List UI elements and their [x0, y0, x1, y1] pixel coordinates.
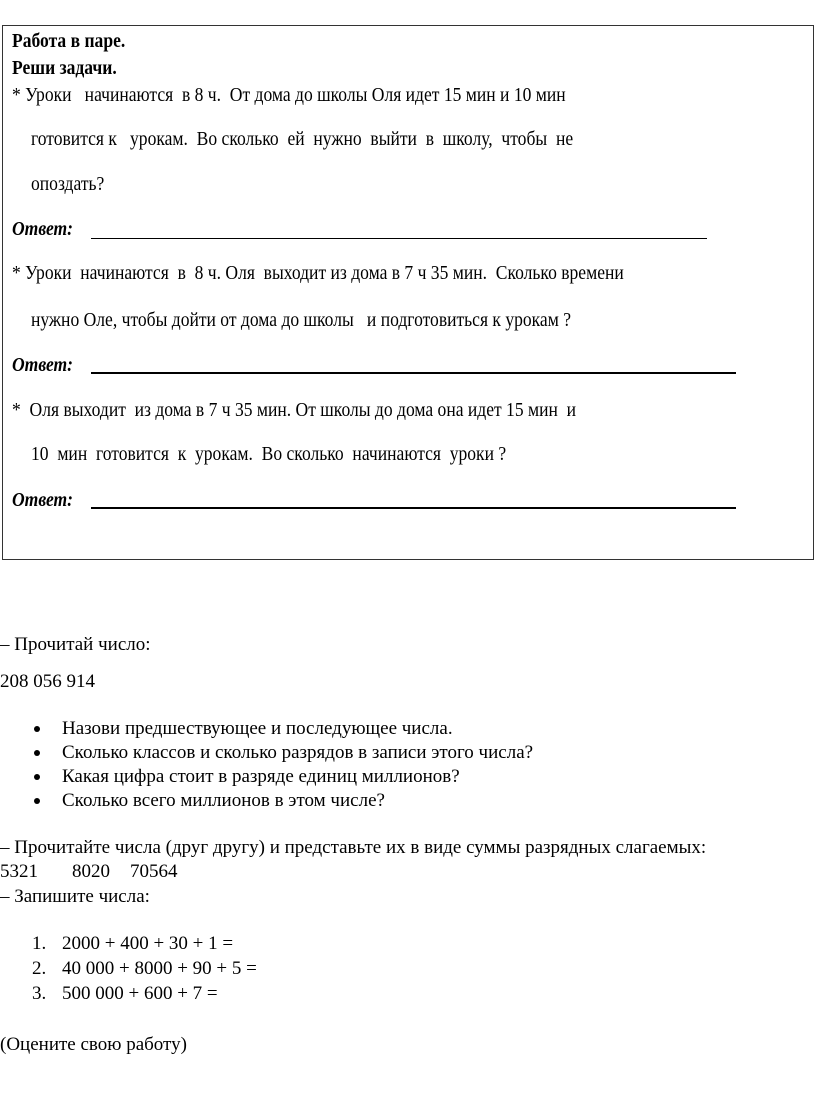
task2-line2: нужно Оле, чтобы дойти от дома до школы и подготовиться к урокам ? [31, 310, 571, 331]
question-item: Сколько всего миллионов в этом числе? [62, 790, 385, 811]
number-to-read: 208 056 914 [0, 671, 95, 692]
expression: 40 000 + 8000 + 90 + 5 = [62, 958, 257, 979]
read-number-prompt: – Прочитай число: [0, 634, 151, 655]
number-item: 5321 [0, 861, 38, 882]
task3-line2: 10 мин готовится к урокам. Во сколько начинаются уроки ? [31, 444, 507, 465]
answer-line-3[interactable] [91, 507, 736, 509]
answer-line-1[interactable] [91, 238, 707, 239]
answer-label-3: Ответ: [12, 490, 74, 511]
number-item: 8020 [72, 861, 110, 882]
box-title: Работа в паре. [12, 31, 126, 52]
item-number: 3. [32, 983, 47, 1004]
answer-label-1: Ответ: [12, 219, 74, 240]
bullet-icon [34, 774, 40, 780]
task3-line1: * Оля выходит из дома в 7 ч 35 мин. От школы до дома она идет 15 мин и [12, 400, 577, 421]
task1-line2: готовится к урокам. Во сколько ей нужно выйти в школу, чтобы не [31, 129, 574, 150]
item-number: 2. [32, 958, 47, 979]
bullet-icon [34, 750, 40, 756]
number-item: 70564 [130, 861, 178, 882]
write-prompt: – Запишите числа: [0, 886, 150, 907]
answer-label-2: Ответ: [12, 355, 74, 376]
task2-line1: * Уроки начинаются в 8 ч. Оля выходит из дома в 7 ч 35 мин. Сколько времени [12, 263, 624, 284]
answer-line-2[interactable] [91, 372, 736, 374]
task1-line1: * Уроки начинаются в 8 ч. От дома до школы Оля идет 15 мин и 10 мин [12, 85, 566, 106]
item-number: 1. [32, 933, 47, 954]
sum-prompt: – Прочитайте числа (друг другу) и представьте их в виде суммы разрядных слагаемых: [0, 837, 707, 858]
box-subtitle: Реши задачи. [12, 58, 117, 79]
bullet-icon [34, 726, 40, 732]
bullet-icon [34, 798, 40, 804]
question-item: Сколько классов и сколько разрядов в записи этого числа? [62, 742, 534, 763]
expression: 2000 + 400 + 30 + 1 = [62, 933, 234, 954]
pair-work-box [2, 25, 814, 560]
question-item: Какая цифра стоит в разряде единиц миллионов? [62, 766, 460, 787]
self-assessment: (Оцените свою работу) [0, 1034, 187, 1055]
task1-line3: опоздать? [31, 174, 105, 195]
question-item: Назови предшествующее и последующее числа. [62, 718, 453, 739]
expression: 500 000 + 600 + 7 = [62, 983, 218, 1004]
